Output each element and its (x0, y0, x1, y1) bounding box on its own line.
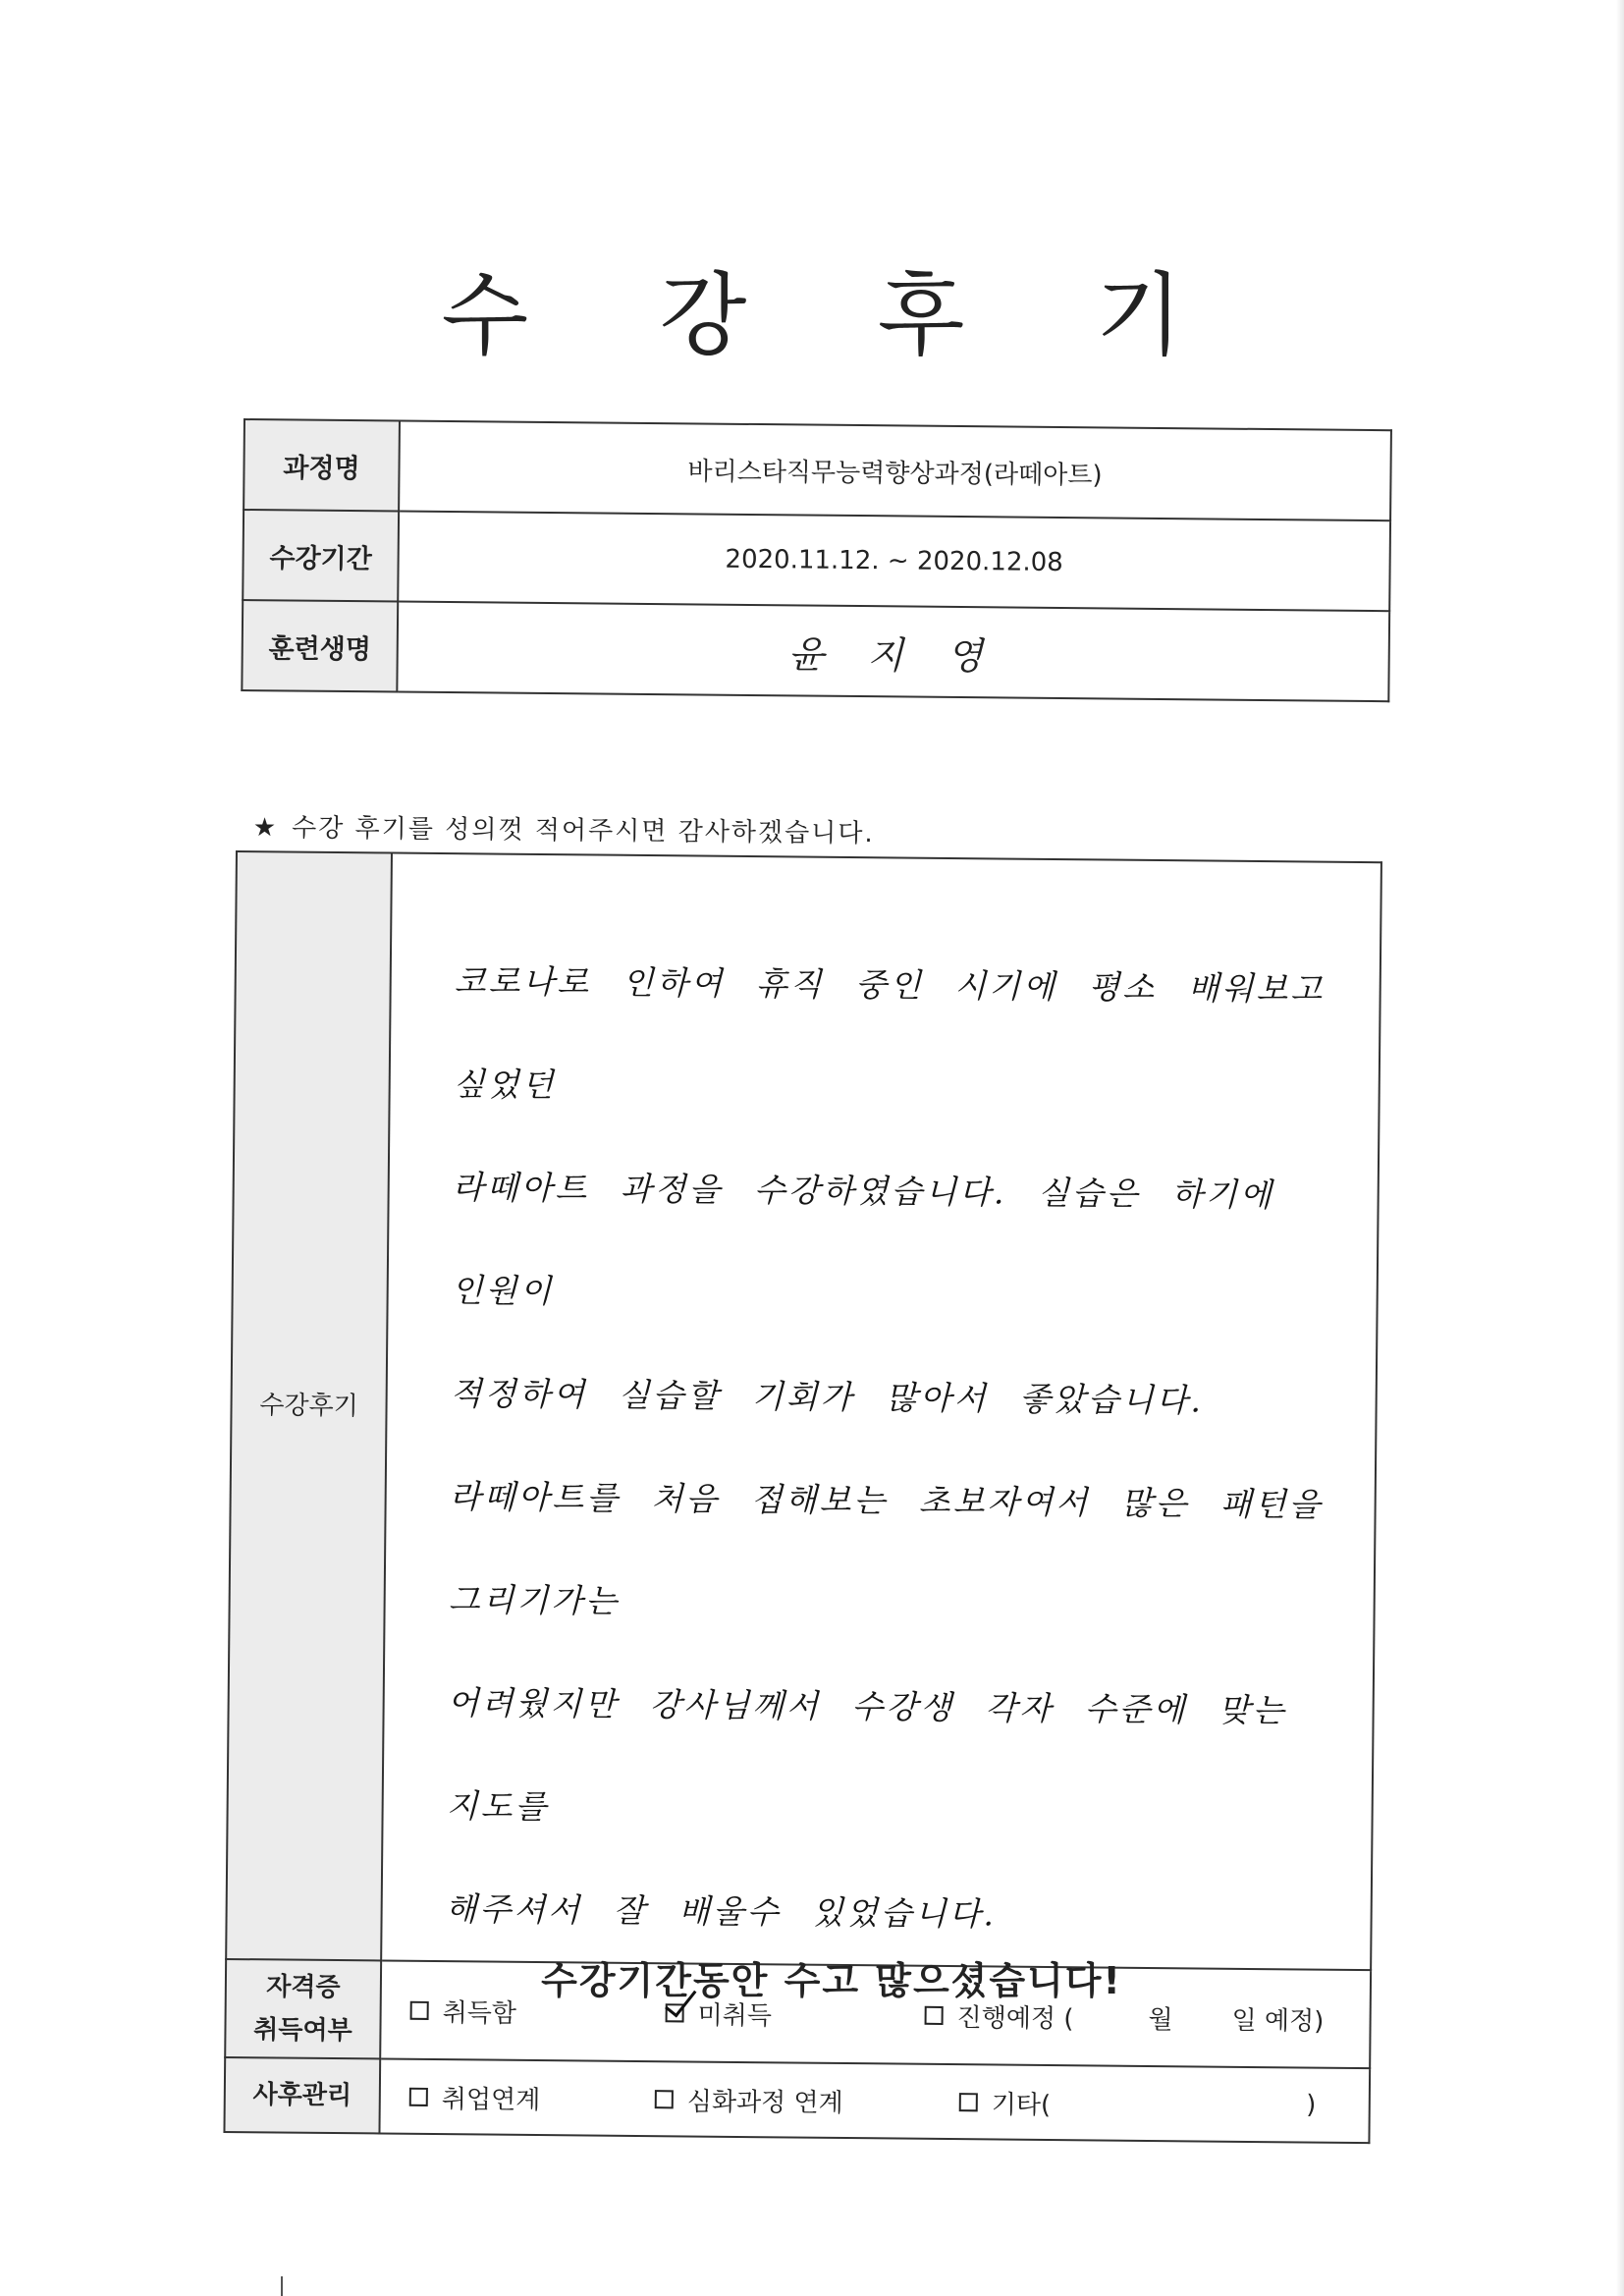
review-body (381, 853, 1381, 1971)
option-in-progress-label: 진행예정 ( (956, 2002, 1074, 2034)
other-blank[interactable] (1051, 2103, 1306, 2105)
period-row (243, 510, 1390, 611)
option-not-acquired-label: 미취득 (697, 2000, 773, 2031)
option-advanced-course-link[interactable] (655, 2081, 959, 2120)
trainee-row (242, 600, 1389, 701)
month-suffix: 월 (1148, 2004, 1173, 2035)
review-label: 수강후기 (226, 851, 392, 1960)
trainee-label: 훈련생명 (242, 600, 398, 692)
followup-option-group (382, 2078, 1368, 2124)
followup-label: 사후관리 (224, 2057, 380, 2134)
checkbox-icon[interactable] (409, 2087, 428, 2105)
checkbox-icon[interactable] (959, 2093, 978, 2111)
review-row (226, 851, 1381, 1970)
period-value: 2020.11.12. ~ 2020.12.08 (398, 512, 1390, 612)
handwritten-review (382, 854, 1380, 1970)
day-suffix: 일 예정) (1231, 2005, 1325, 2037)
review-line: 해주셔서 잘 배울수 있었습니다. (445, 1889, 998, 1934)
followup-row (224, 2057, 1370, 2143)
option-other-label: 기타( (991, 2089, 1052, 2120)
review-line: 적정하여 실습할 기회가 많아서 좋았습니다. (450, 1374, 1205, 1420)
option-advanced-course-label: 심화과정 연계 (686, 2086, 843, 2118)
checked-checkbox-icon[interactable] (666, 2003, 684, 2022)
other-closing-paren: ) (1306, 2090, 1317, 2120)
review-line: 라떼아트 과정을 수강하였습니다. 실습은 하기에 인원이 (451, 1168, 1274, 1311)
document-title: 수 강 후 기 (441, 263, 1234, 368)
checkbox-icon[interactable] (925, 2005, 944, 2024)
followup-options (379, 2058, 1370, 2143)
scan-edge-shadow (1616, 0, 1624, 2296)
checkbox-icon[interactable] (655, 2090, 674, 2108)
option-other[interactable] (959, 2084, 1340, 2124)
option-employment-link-label: 취업연계 (441, 2084, 541, 2115)
review-line: 라떼아트를 처음 접해보는 초보자여서 많은 패턴을 그리기가는 (448, 1477, 1324, 1620)
month-blank[interactable] (1074, 2016, 1149, 2017)
option-acquired-label: 취득함 (442, 1997, 517, 2029)
scan-mark (281, 2276, 283, 2296)
period-label: 수강기간 (243, 510, 399, 602)
trainee-name-handwritten: 윤 지 영 (397, 602, 1389, 702)
option-employment-link[interactable] (409, 2078, 655, 2116)
star-icon: ★ (252, 812, 279, 844)
certification-label-line1: 자격증 (266, 1972, 341, 2003)
course-value: 바리스타직무능력향상과정(라떼아트) (399, 421, 1391, 521)
closing-message: 수강기간동안 수고 많으셨습니다! (541, 1959, 1122, 2002)
course-label: 과정명 (244, 419, 400, 512)
day-blank[interactable] (1173, 2017, 1232, 2018)
notice-text (253, 807, 875, 849)
notice-message: 수강 후기를 성의껏 적어주시면 감사하겠습니다. (291, 813, 875, 849)
course-info-table (241, 418, 1392, 702)
review-line: 어려웠지만 강사님께서 수강생 각자 수준에 맞는 지도를 (446, 1683, 1287, 1827)
review-line: 코로나로 인하여 휴직 중인 시기에 평소 배워보고 싶었던 (453, 961, 1326, 1105)
course-row (244, 419, 1391, 520)
certification-label-line2: 취득여부 (253, 2015, 352, 2047)
